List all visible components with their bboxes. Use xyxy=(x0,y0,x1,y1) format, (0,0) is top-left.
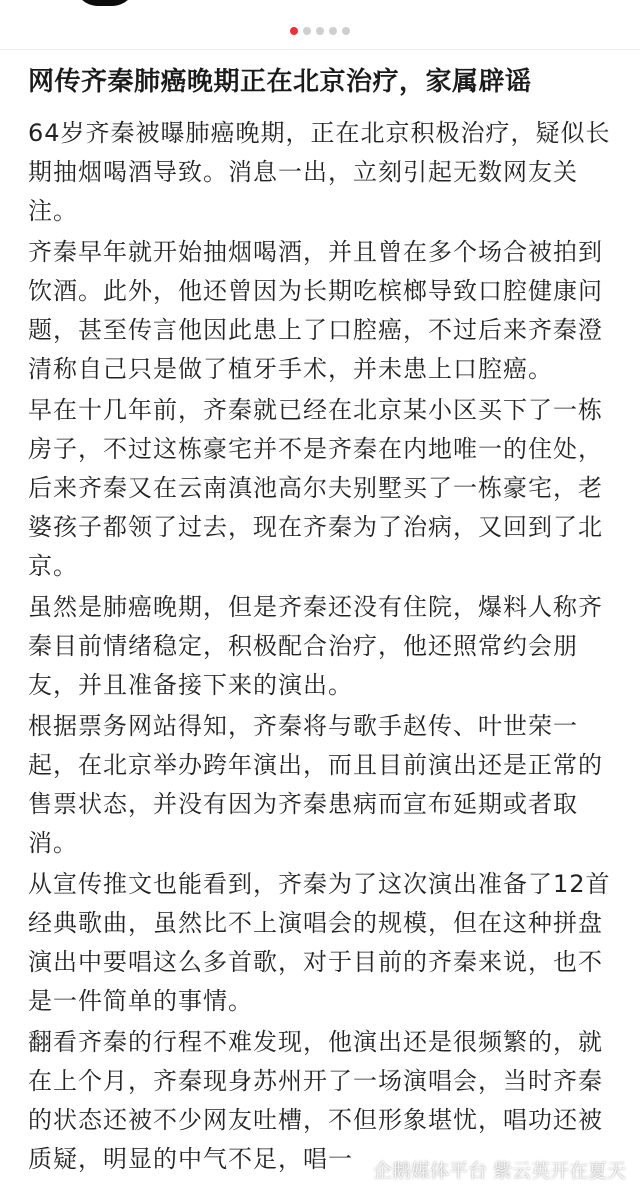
article-paragraph: 早在十几年前，齐秦就已经在北京某小区买下了一栋房子，不过这栋豪宅并不是齐秦在内地唯一的住处，后来齐秦又在云南滇池高尔夫别墅买了一栋豪宅，老婆孩子都领了过去，现在齐秦为了治病，又回到了北京。 xyxy=(28,396,603,580)
watermark-text: 企鹅媒体平台 紫云英开在夏天 xyxy=(372,1160,626,1182)
header-image-remnant xyxy=(74,0,136,6)
penguin-logo-icon xyxy=(350,1161,368,1179)
article-paragraph: 64岁齐秦被曝肺癌晚期，正在北京积极治疗，疑似长期抽烟喝酒导致。消息一出，立刻引起无数网友关注。 xyxy=(28,119,611,225)
carousel-pager xyxy=(0,27,640,37)
article-paragraph: 从宣传推文也能看到，齐秦为了这次演出准备了12首经典歌曲，虽然比不上演唱会的规模，但在这种拼盘演出中要唱这么多首歌，对于目前的齐秦来说，也不是一件简单的事情。 xyxy=(28,870,611,1015)
carousel-dot-2[interactable] xyxy=(303,27,311,35)
watermark xyxy=(350,1156,626,1183)
carousel-dot-4[interactable] xyxy=(329,27,337,35)
article-title: 网传齐秦肺癌晚期正在北京治疗，家属辟谣 xyxy=(28,67,532,97)
article-paragraph: 齐秦早年就开始抽烟喝酒，并且曾在多个场合被拍到饮酒。此外，他还曾因为长期吃槟榔导致口腔健康问题，甚至传言他因此患上了口腔癌，不过后来齐秦澄清称自己只是做了植牙手术，并未患上口腔癌。 xyxy=(28,238,603,383)
article-paragraph: 翻看齐秦的行程不难发现，他演出还是很频繁的，就在上个月，齐秦现身苏州开了一场演唱会，当时齐秦的状态还被不少网友吐槽，不但形象堪忧，唱功还被质疑，明显的中气不足，唱一 xyxy=(28,1028,603,1173)
carousel-dot-3[interactable] xyxy=(316,27,324,35)
carousel-dot-1[interactable] xyxy=(290,27,298,35)
article-paragraph: 虽然是肺癌晚期，但是齐秦还没有住院，爆料人称齐秦目前情绪稳定，积极配合治疗，他还照常约会朋友，并且准备接下来的演出。 xyxy=(28,593,603,699)
article-paragraph: 根据票务网站得知，齐秦将与歌手赵传、叶世荣一起，在北京举办跨年演出，而且目前演出还是正常的售票状态，并没有因为齐秦患病而宣布延期或者取消。 xyxy=(28,712,603,857)
carousel-dot-5[interactable] xyxy=(342,27,350,35)
divider xyxy=(0,49,640,50)
article-body xyxy=(28,114,612,1179)
